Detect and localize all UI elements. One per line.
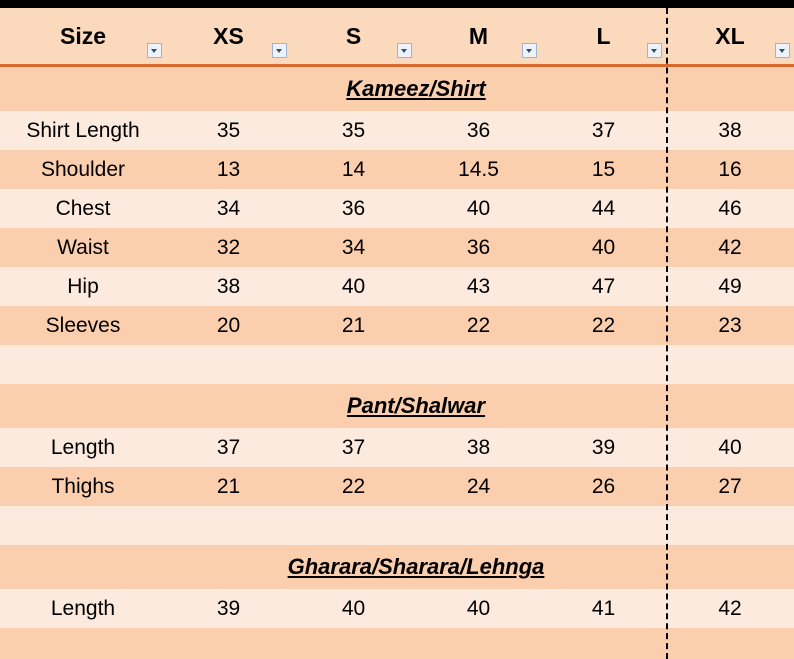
section-spacer-cell-right <box>666 545 794 589</box>
spacer-cell <box>541 628 666 659</box>
row-label: Hip <box>0 267 166 306</box>
spacer-cell <box>166 628 291 659</box>
filter-dropdown-icon-s[interactable] <box>397 43 412 58</box>
section-spacer-cell-right <box>666 66 794 112</box>
cell-xs: 20 <box>166 306 291 345</box>
cell-s: 40 <box>291 267 416 306</box>
header-label-xs: XS <box>213 22 244 49</box>
spacer-row <box>0 506 794 545</box>
header-cell-xl <box>666 8 794 66</box>
row-label: Shoulder <box>0 150 166 189</box>
cell-m: 43 <box>416 267 541 306</box>
cell-l: 37 <box>541 111 666 150</box>
cell-s: 37 <box>291 428 416 467</box>
section-spacer-cell-right <box>666 384 794 428</box>
cell-xs: 34 <box>166 189 291 228</box>
spacer-cell <box>0 506 166 545</box>
table-header-row <box>0 8 794 66</box>
cell-s: 21 <box>291 306 416 345</box>
cell-l: 22 <box>541 306 666 345</box>
section-spacer-cell <box>0 384 166 428</box>
table-row <box>0 150 794 189</box>
cell-s: 36 <box>291 189 416 228</box>
cell-xs: 39 <box>166 589 291 628</box>
top-black-bar <box>0 0 794 8</box>
row-label: Length <box>0 589 166 628</box>
cell-xs: 21 <box>166 467 291 506</box>
cell-s: 14 <box>291 150 416 189</box>
cell-xl: 49 <box>666 267 794 306</box>
cell-xs: 32 <box>166 228 291 267</box>
row-label: Chest <box>0 189 166 228</box>
spacer-cell <box>0 628 166 659</box>
row-label: Length <box>0 428 166 467</box>
spacer-cell <box>291 506 416 545</box>
section-spacer-cell <box>0 545 166 589</box>
section-title-gharara: Gharara/Sharara/Lehnga <box>166 545 666 589</box>
header-cell-size <box>0 8 166 66</box>
section-header-row <box>0 66 794 112</box>
cell-m: 40 <box>416 589 541 628</box>
cell-l: 15 <box>541 150 666 189</box>
header-cell-s <box>291 8 416 66</box>
cell-s: 35 <box>291 111 416 150</box>
header-cell-xs <box>166 8 291 66</box>
spacer-cell <box>416 345 541 384</box>
table-row <box>0 267 794 306</box>
section-header-row <box>0 545 794 589</box>
spacer-cell <box>166 345 291 384</box>
cell-l: 40 <box>541 228 666 267</box>
spacer-cell <box>666 506 794 545</box>
table-row <box>0 189 794 228</box>
table-row <box>0 589 794 628</box>
header-label-m: M <box>468 22 489 49</box>
header-label-s: S <box>345 22 362 49</box>
cell-l: 26 <box>541 467 666 506</box>
size-chart-table <box>0 8 794 659</box>
cell-xs: 13 <box>166 150 291 189</box>
spacer-cell <box>541 345 666 384</box>
spacer-cell <box>416 506 541 545</box>
table-row <box>0 228 794 267</box>
header-label-size: Size <box>59 22 107 49</box>
spacer-cell <box>666 628 794 659</box>
row-label: Shirt Length <box>0 111 166 150</box>
cell-m: 22 <box>416 306 541 345</box>
cell-l: 41 <box>541 589 666 628</box>
cell-s: 34 <box>291 228 416 267</box>
filter-dropdown-icon-l[interactable] <box>647 43 662 58</box>
filter-dropdown-icon-size[interactable] <box>147 43 162 58</box>
spacer-cell <box>666 345 794 384</box>
cell-m: 38 <box>416 428 541 467</box>
cell-xl: 42 <box>666 228 794 267</box>
cell-m: 14.5 <box>416 150 541 189</box>
spacer-cell <box>541 506 666 545</box>
row-label: Sleeves <box>0 306 166 345</box>
cell-xs: 37 <box>166 428 291 467</box>
spacer-cell <box>291 345 416 384</box>
cell-xl: 23 <box>666 306 794 345</box>
cell-m: 36 <box>416 111 541 150</box>
spacer-row <box>0 345 794 384</box>
filter-dropdown-icon-m[interactable] <box>522 43 537 58</box>
cell-xl: 40 <box>666 428 794 467</box>
header-cell-l <box>541 8 666 66</box>
cell-xs: 35 <box>166 111 291 150</box>
header-label-l: L <box>596 22 611 49</box>
spacer-cell <box>166 506 291 545</box>
spacer-cell <box>291 628 416 659</box>
filter-dropdown-icon-xs[interactable] <box>272 43 287 58</box>
section-header-row <box>0 384 794 428</box>
cell-m: 36 <box>416 228 541 267</box>
cell-s: 22 <box>291 467 416 506</box>
section-spacer-cell <box>0 66 166 112</box>
header-label-xl: XL <box>715 22 745 49</box>
cell-xs: 38 <box>166 267 291 306</box>
filter-dropdown-icon-xl[interactable] <box>775 43 790 58</box>
cell-m: 40 <box>416 189 541 228</box>
table-row <box>0 428 794 467</box>
cell-xl: 16 <box>666 150 794 189</box>
cell-l: 47 <box>541 267 666 306</box>
row-label: Thighs <box>0 467 166 506</box>
table-row <box>0 111 794 150</box>
section-title-kameez: Kameez/Shirt <box>166 66 666 112</box>
table-row <box>0 467 794 506</box>
cell-s: 40 <box>291 589 416 628</box>
cell-l: 39 <box>541 428 666 467</box>
row-label: Waist <box>0 228 166 267</box>
spacer-cell <box>0 345 166 384</box>
section-title-pant: Pant/Shalwar <box>166 384 666 428</box>
cell-xl: 38 <box>666 111 794 150</box>
header-cell-m <box>416 8 541 66</box>
spacer-cell <box>416 628 541 659</box>
cell-xl: 46 <box>666 189 794 228</box>
cell-xl: 42 <box>666 589 794 628</box>
cell-xl: 27 <box>666 467 794 506</box>
cell-m: 24 <box>416 467 541 506</box>
table-row <box>0 306 794 345</box>
spacer-row <box>0 628 794 659</box>
cell-l: 44 <box>541 189 666 228</box>
